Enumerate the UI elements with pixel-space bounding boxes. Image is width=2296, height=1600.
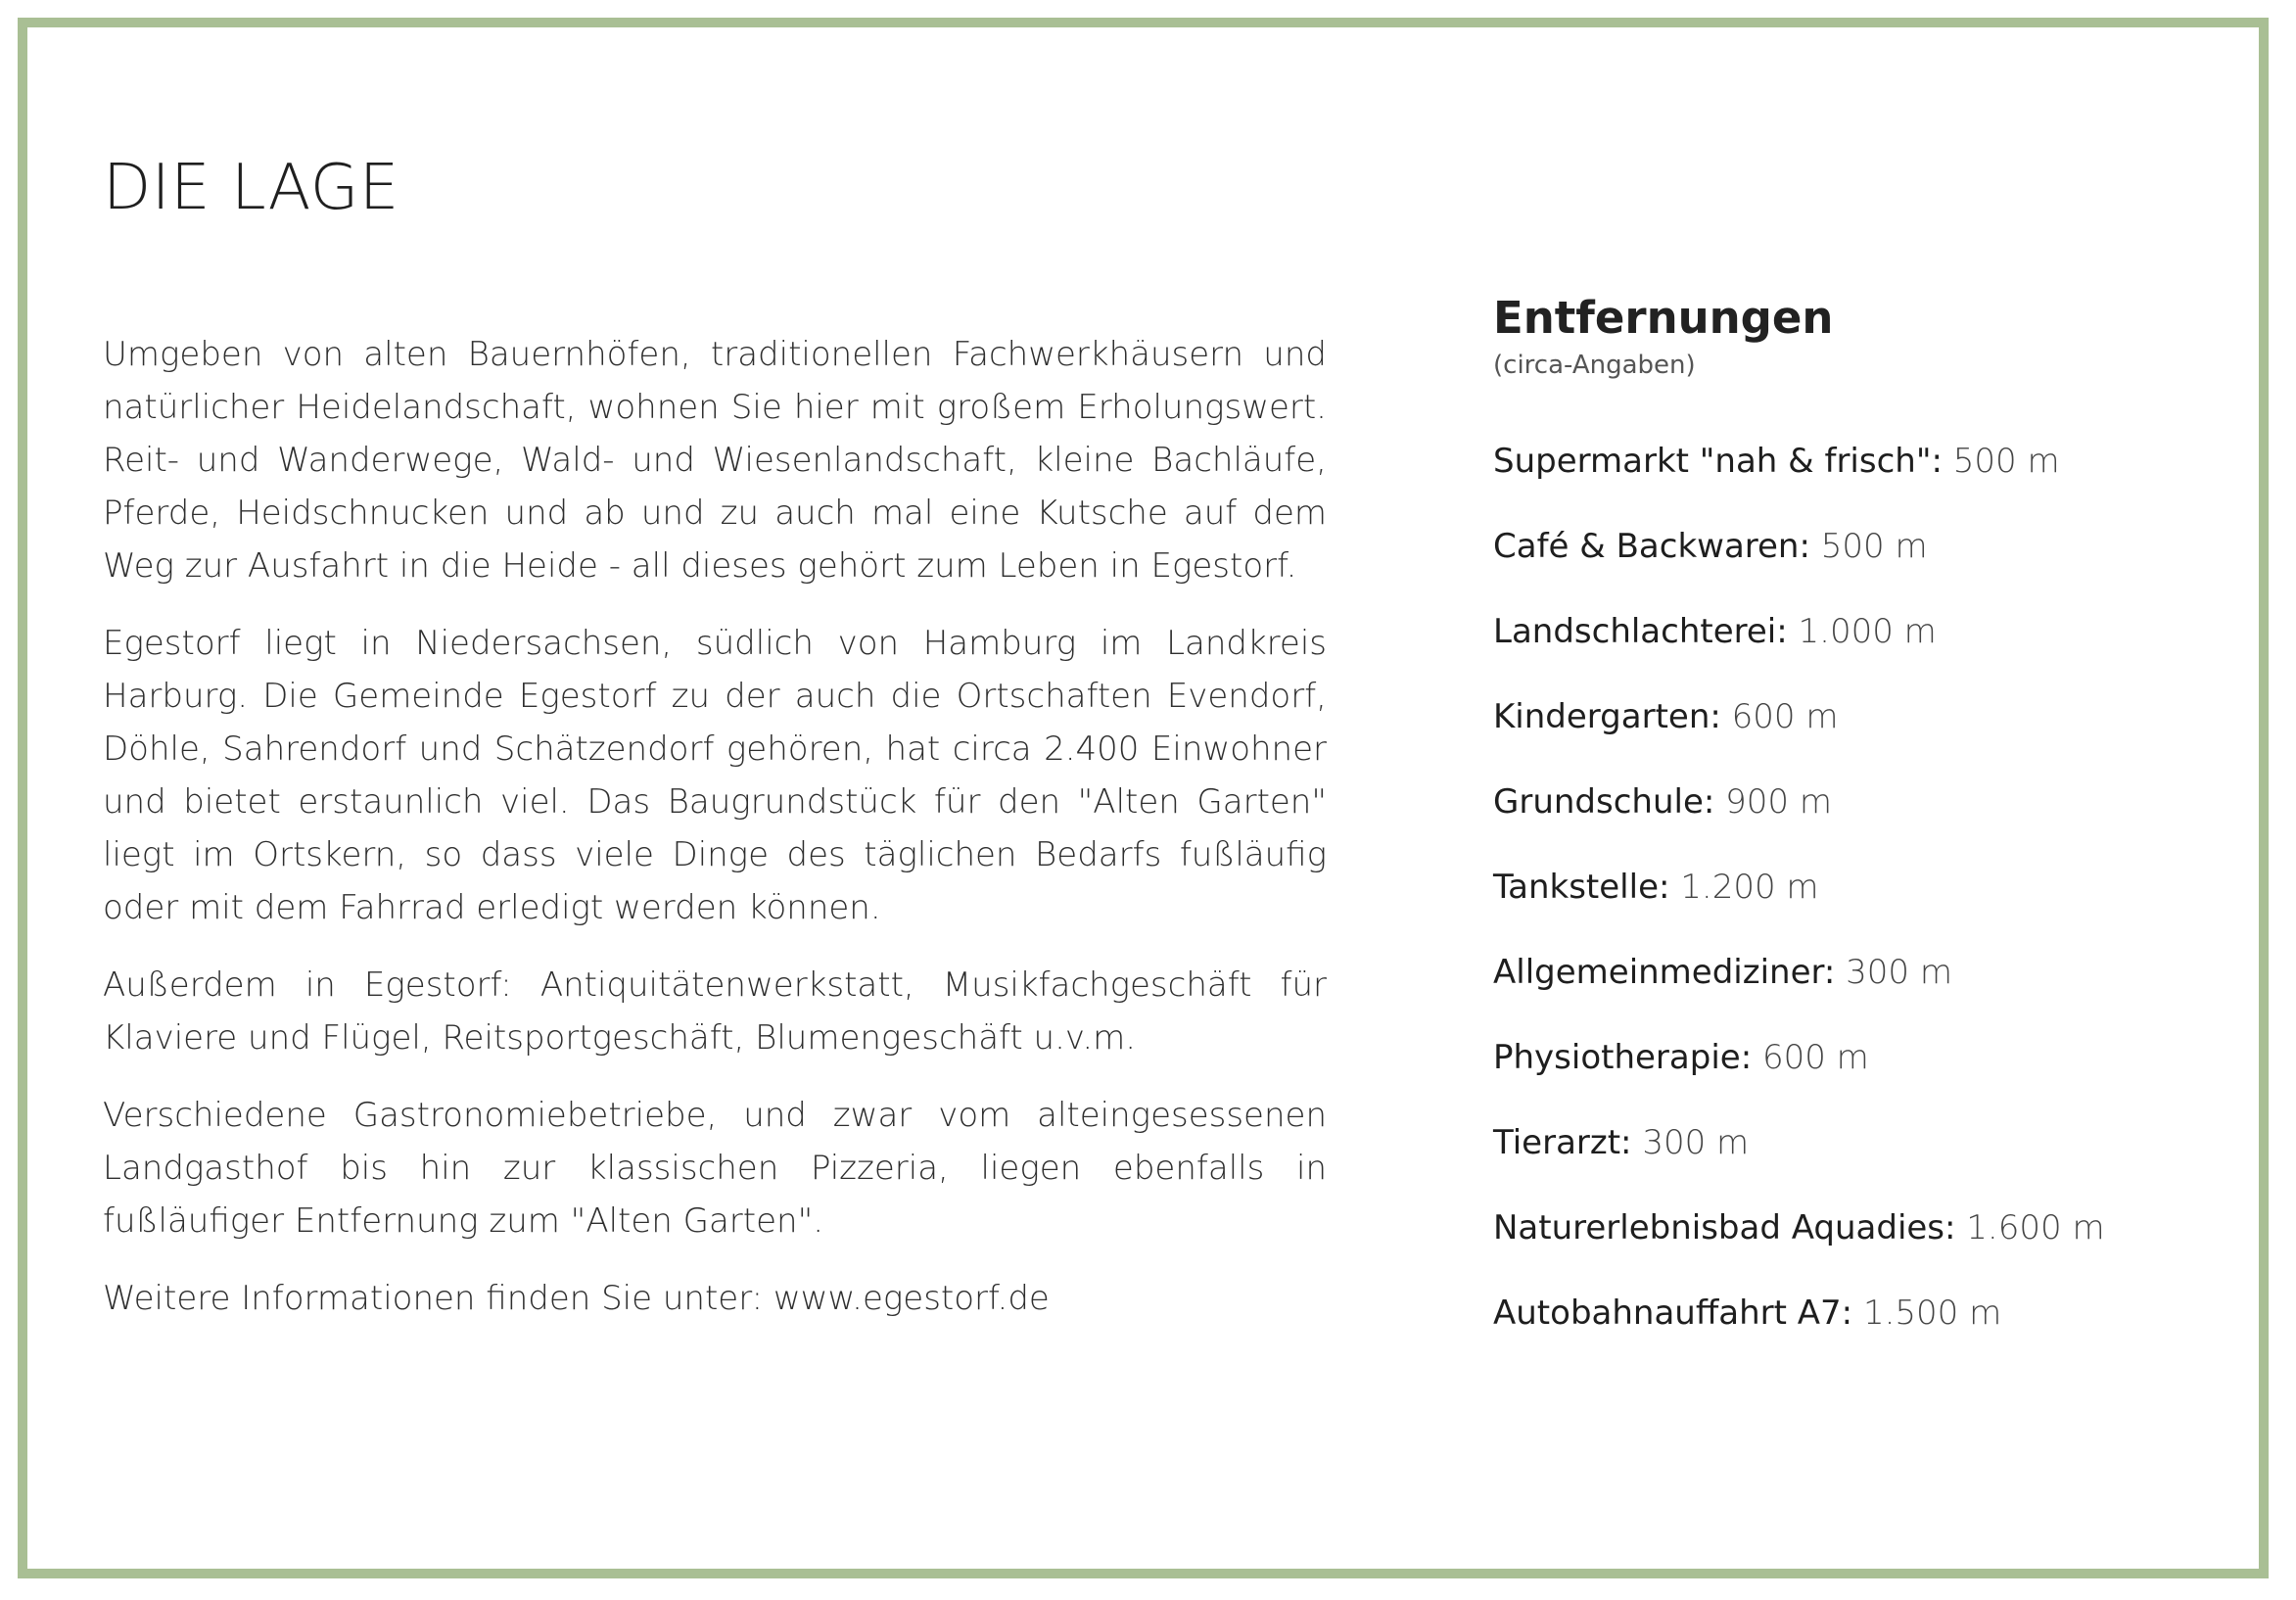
distance-item-kindergarten bbox=[1493, 675, 2198, 760]
distance-value: 1.500 m bbox=[1862, 1293, 2002, 1333]
distance-label: Supermarkt "nah & frisch": bbox=[1493, 441, 1943, 481]
distances-list bbox=[1493, 419, 2198, 1356]
distance-label: Tierarzt: bbox=[1493, 1122, 1632, 1162]
distance-value: 900 m bbox=[1725, 781, 1832, 822]
distance-item-school bbox=[1493, 760, 2198, 845]
distance-label: Tankstelle: bbox=[1493, 867, 1670, 907]
distance-label: Autobahnauffahrt A7: bbox=[1493, 1293, 1853, 1333]
distance-value: 600 m bbox=[1731, 696, 1839, 736]
paragraph-location: Egestorf liegt in Niedersachsen, südlich von Hamburg im Landkreis Harburg. Die Gemeinde Egestorf zu der auch die Ortschaften Evendorf, Döhle, Sahrendorf und Schätzendorf gehören, hat circa 2.400 Einwohner und bietet erstaunlich viel. Das Baugrundstück für den "Alten Garten" liegt im Ortskern, so dass viele Dinge des täglichen Bedarfs fußläufig oder mit dem Fahrrad erledigt werden können. bbox=[103, 624, 1327, 927]
distance-value: 600 m bbox=[1761, 1037, 1869, 1077]
distance-value: 500 m bbox=[1820, 526, 1928, 566]
distance-label: Naturerlebnisbad Aquadies: bbox=[1493, 1207, 1956, 1247]
distance-value: 500 m bbox=[1952, 441, 2060, 481]
distance-label: Grundschule: bbox=[1493, 781, 1715, 822]
paragraph-more-info: Weitere Informationen finden Sie unter: www.egestorf.de bbox=[103, 1279, 1050, 1318]
distance-label: Café & Backwaren: bbox=[1493, 526, 1810, 566]
distance-item-vet bbox=[1493, 1101, 2198, 1186]
distance-label: Allgemeinmediziner: bbox=[1493, 952, 1836, 992]
distance-label: Kindergarten: bbox=[1493, 696, 1721, 736]
distances-title: Entfernungen bbox=[1493, 292, 1834, 344]
description-text bbox=[103, 328, 1327, 1349]
page-title: DIE LAGE bbox=[103, 152, 399, 224]
distance-item-cafe bbox=[1493, 504, 2198, 589]
distance-value: 300 m bbox=[1846, 952, 1952, 992]
distance-label: Landschlachterei: bbox=[1493, 611, 1788, 651]
distance-item-supermarket bbox=[1493, 419, 2198, 504]
paragraph-surroundings: Umgeben von alten Bauernhöfen, traditionellen Fachwerkhäusern und natürlicher Heidelandschaft, wohnen Sie hier mit großem Erholungswert. Reit- und Wanderwege, Wald- und Wiesenlandschaft, kleine Bachläufe, Pferde, Heidschnucken und ab und zu auch mal eine Kutsche auf dem Weg zur Ausfahrt in die Heide - all dieses gehört zum Leben in Egestorf. bbox=[103, 335, 1327, 586]
distance-value: 1.000 m bbox=[1798, 611, 1937, 651]
distance-value: 300 m bbox=[1642, 1122, 1750, 1162]
paragraph-gastronomy: Verschiedene Gastronomiebetriebe, und zwar vom alteingesessenen Landgasthof bis hin zur klassischen Pizzeria, liegen ebenfalls in fußläufiger Entfernung zum "Alten Garten". bbox=[103, 1096, 1327, 1241]
distance-value: 1.200 m bbox=[1680, 867, 1819, 907]
distance-value: 1.600 m bbox=[1966, 1207, 2105, 1247]
distance-item-physiotherapy bbox=[1493, 1015, 2198, 1101]
distance-label: Physiotherapie: bbox=[1493, 1037, 1753, 1077]
distance-item-butcher bbox=[1493, 589, 2198, 675]
distance-item-gas-station bbox=[1493, 845, 2198, 930]
distance-item-doctor bbox=[1493, 930, 2198, 1015]
distance-item-swimming bbox=[1493, 1186, 2198, 1271]
distances-panel bbox=[1493, 294, 2198, 1356]
distance-item-highway bbox=[1493, 1271, 2198, 1356]
distances-subtitle: (circa-Angaben) bbox=[1493, 350, 1696, 380]
paragraph-shops: Außerdem in Egestorf: Antiquitätenwerkstatt, Musikfachgeschäft für Klaviere und Flügel, Reitsportgeschäft, Blumengeschäft u.v.m. bbox=[103, 965, 1327, 1058]
